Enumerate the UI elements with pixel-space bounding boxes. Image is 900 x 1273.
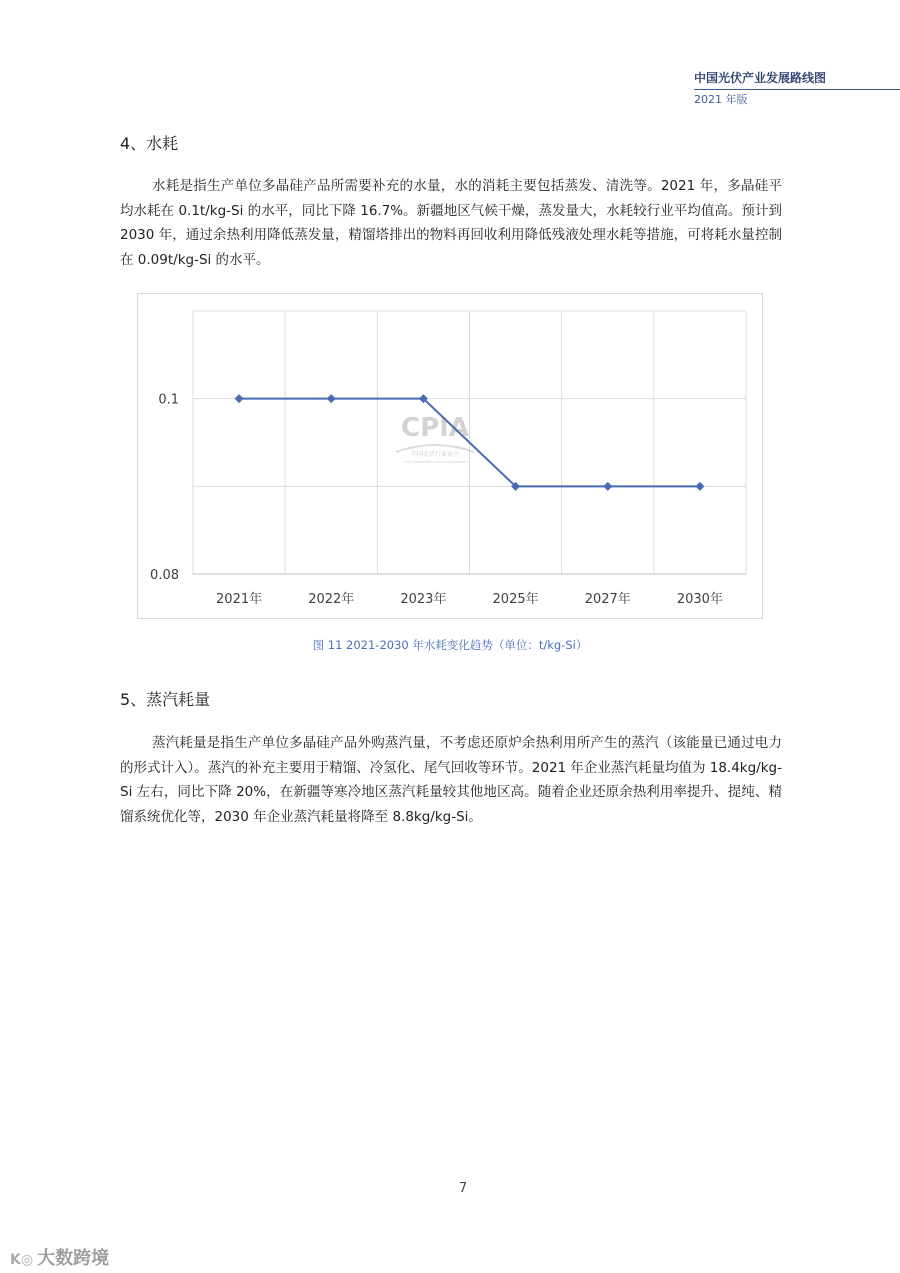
x-tick-label: 2021年 [216, 592, 263, 607]
section-5-paragraph: 蒸汽耗量是指生产单位多晶硅产品外购蒸汽量，不考虑还原炉余热利用所产生的蒸汽（该能量已通过电力的形式计入）。蒸汽的补充主要用于精馏、冷氢化、尾气回收等环节。2021 年企业蒸汽耗量均值为 18.4kg/kg-Si 左右，同比下降 20%，在新疆等寒冷地区蒸汽耗量较其他地区高。随着企业还原余热利用率提升、提纯、精馏系统优化等，2030 年企业蒸汽耗量将降至 8.8kg/kg-Si。 [120, 735, 782, 825]
x-tick-label: 2030年 [676, 592, 723, 607]
page-number: 7 [458, 1181, 468, 1196]
data-point-4 [603, 482, 612, 491]
header-edition: 2021 年版 [694, 93, 748, 106]
x-tick-label: 2023年 [400, 592, 447, 607]
watermark-org-en-text: China Photovoltaic Industry Association [403, 460, 467, 464]
cpia-watermark [396, 413, 474, 464]
x-tick-label: 2022年 [308, 592, 355, 607]
running-header [694, 70, 900, 107]
data-point-1 [327, 394, 336, 403]
brand-logo-icon: K◎ [10, 1252, 34, 1268]
watermark-org-text: 中国光伏行业协会 [410, 451, 460, 458]
section-4-title: 4、水耗 [120, 134, 179, 153]
brand-text: 大数跨境 [37, 1248, 110, 1269]
header-rule [694, 89, 900, 90]
watermark-logo-text: CPIA [401, 413, 469, 443]
figure-caption: 图 11 2021-2030 年水耗变化趋势（单位：t/kg-Si） [312, 638, 588, 652]
section-4-paragraph: 水耗是指生产单位多晶硅产品所需要补充的水量，水的消耗主要包括蒸发、清洗等。2021 年，多晶硅平均水耗在 0.1t/kg-Si 的水平，同比下降 16.7%。新疆地区气候干燥，蒸发量大，水耗较行业平均值高。预计到 2030 年，通过余热利用降低蒸发量，精馏塔排出的物料再回收利用降低残液处理水耗等措施，可将耗水量控制在 0.09t/kg-Si 的水平。 [120, 178, 782, 268]
section-5-title: 5、蒸汽耗量 [120, 690, 211, 709]
x-tick-label: 2025年 [492, 592, 539, 607]
header-title: 中国光伏产业发展路线图 [694, 71, 827, 85]
y-tick-label: 0.1 [158, 392, 179, 408]
y-tick-label: 0.08 [150, 568, 179, 583]
brand-watermark [10, 1244, 109, 1270]
water-consumption-chart [137, 293, 763, 619]
data-point-5 [695, 482, 704, 491]
x-tick-label: 2027年 [584, 592, 631, 607]
data-point-0 [235, 394, 244, 403]
chart-canvas [138, 294, 764, 620]
